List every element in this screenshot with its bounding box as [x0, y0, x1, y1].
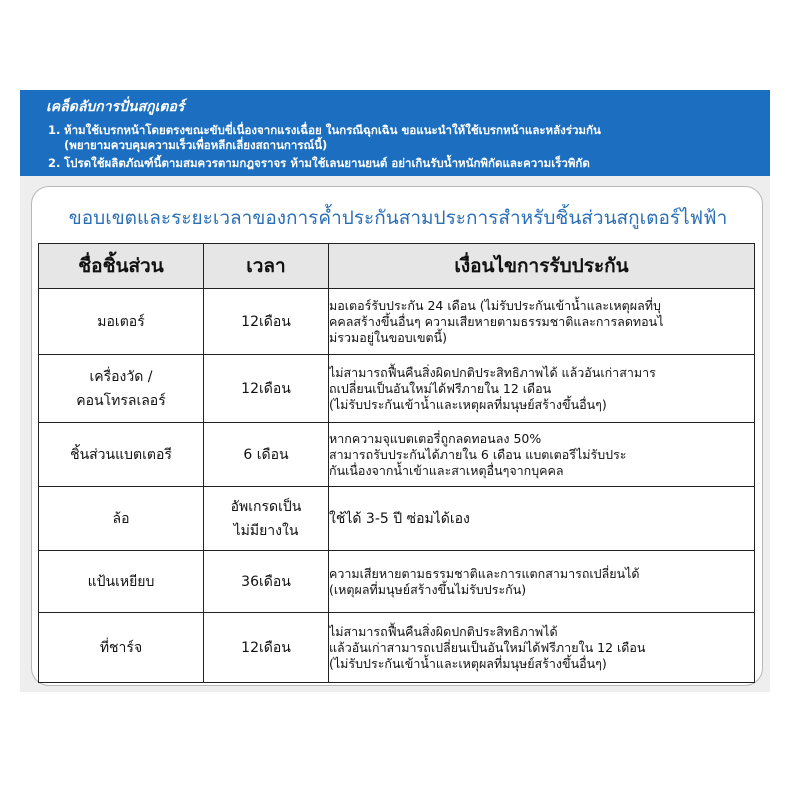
header-conditions: เงื่อนไขการรับประกัน	[329, 244, 755, 289]
cell-text-line: มอเตอร์	[97, 313, 145, 330]
part-name-cell	[39, 355, 204, 423]
part-name-cell	[39, 289, 204, 355]
duration-cell	[204, 487, 329, 551]
part-name-cell	[39, 487, 204, 551]
table-row	[39, 423, 755, 487]
duration-cell	[204, 423, 329, 487]
duration-cell	[204, 289, 329, 355]
tip-text: โปรดใช้ผลิตภัณฑ์นี้ตามสมควรตามกฎจราจร ห้ามใช้เลนยานยนต์ อย่าเกินรับน้ำหนักพิกัดและความเร็วพิกัด	[64, 156, 590, 170]
cell-text-line: (เหตุผลที่มนุษย์สร้างขึ้นไม่รับประกัน)	[329, 581, 527, 597]
tip-item-1	[48, 123, 601, 153]
cell-text-line: มอเตอร์รับประกัน 24 เดือน (ไม่รับประกันเข้าน้ำและเหตุผลที่บุ	[329, 297, 661, 313]
cell-text-line: 36เดือน	[241, 573, 291, 590]
table-row	[39, 551, 755, 613]
cell-text-line: หากความจุแบตเตอรี่ถูกลดทอนลง 50%	[329, 430, 542, 446]
cell-text-line: ความเสียหายตามธรรมชาติและการแตกสามารถเปลี่ยนได้	[329, 565, 640, 581]
cell-text-line: 12เดือน	[241, 380, 291, 397]
duration-cell	[204, 551, 329, 613]
cell-text-line: ล้อ	[112, 510, 130, 527]
cell-text-line: ชิ้นส่วนแบตเตอรี	[70, 446, 172, 463]
cell-text-line: อัพเกรดเป็น	[230, 498, 302, 515]
tip-item-2	[48, 156, 590, 171]
cell-text-line: คอนโทรลเลอร์	[76, 392, 166, 409]
table-header-row	[39, 244, 755, 289]
cell-text-line: แป้นเหยียบ	[87, 573, 155, 590]
cell-text-line: ไม่สามารถฟื้นคืนสิ่งผิดปกติประสิทธิภาพได้	[329, 623, 558, 639]
cell-text-line: ถเปลี่ยนเป็นอันใหม่ได้ฟรีภายใน 12 เดือน	[329, 380, 552, 396]
cell-text-line: ที่ชาร์จ	[99, 639, 143, 656]
table-row	[39, 289, 755, 355]
tip-number: 1.	[48, 123, 61, 137]
table-row	[39, 487, 755, 551]
cell-text-line: คคลสร้างขึ้นอื่นๆ ความเสียหายตามธรรมชาติและการลดทอนไ	[329, 313, 664, 329]
cell-text-line: เครื่องวัด /	[89, 368, 153, 385]
tip-text: ห้ามใช้เบรกหน้าโดยตรงขณะขับขี่เนื่องจากแรงเฉื่อย ในกรณีฉุกเฉิน ขอแนะนำให้ใช้เบรกหน้าและหลังร่วมกัน	[64, 123, 601, 137]
cell-text-line: 12เดือน	[241, 313, 291, 330]
tips-title: เคล็ดลับการปั่นสกูเตอร์	[46, 99, 185, 115]
part-name-cell	[39, 423, 204, 487]
condition-cell	[329, 289, 755, 355]
table-row	[39, 355, 755, 423]
cell-text-line: (ไม่รับประกันเข้าน้ำและเหตุผลที่มนุษย์สร้างขึ้นอื่นๆ)	[329, 655, 607, 671]
warranty-table	[38, 243, 755, 683]
cell-text-line: (ไม่รับประกันเข้าน้ำและเหตุผลที่มนุษย์สร้างขึ้นอื่นๆ)	[329, 396, 607, 412]
cell-text-line: แล้วอันเก่าสามารถเปลี่ยนเป็นอันใหม่ได้ฟรีภายใน 12 เดือน	[329, 639, 646, 655]
card-title: ขอบเขตและระยะเวลาของการค้ำประกันสามประการสำหรับชิ้นส่วนสกูเตอร์ไฟฟ้า	[68, 207, 728, 229]
duration-cell	[204, 355, 329, 423]
part-name-cell	[39, 551, 204, 613]
duration-cell	[204, 613, 329, 683]
condition-cell	[329, 487, 755, 551]
condition-cell	[329, 551, 755, 613]
tip-text-continued: (พยายามควบคุมความเร็วเพื่อหลีกเลี่ยงสถานการณ์นี้)	[64, 138, 328, 152]
condition-cell	[329, 423, 755, 487]
header-time: เวลา	[204, 244, 329, 289]
cell-text-line: ไม่มียางใน	[233, 522, 299, 539]
tip-number: 2.	[48, 156, 61, 170]
condition-cell	[329, 355, 755, 423]
cell-text-line: ไม่สามารถฟื้นคืนสิ่งผิดปกติประสิทธิภาพได้ แล้วอันเก่าสามาร	[329, 364, 656, 380]
header-part-name: ชื่อชิ้นส่วน	[39, 244, 204, 289]
table-row	[39, 613, 755, 683]
condition-cell	[329, 613, 755, 683]
part-name-cell	[39, 613, 204, 683]
cell-text-line: 12เดือน	[241, 639, 291, 656]
cell-text-line: 6 เดือน	[243, 446, 289, 463]
tips-banner	[20, 90, 770, 176]
cell-text-line: ม่รวมอยู่ในขอบเขตนี้)	[329, 329, 448, 345]
cell-text-line: สามารถรับประกันได้ภายใน 6 เดือน แบตเตอรีไม่รับประ	[329, 446, 627, 462]
cell-text-line: ใช้ได้ 3-5 ปี ซ่อมได้เอง	[329, 510, 470, 527]
cell-text-line: กันเนื่องจากน้ำเข้าและสาเหตุอื่นๆจากบุคคล	[329, 462, 564, 478]
